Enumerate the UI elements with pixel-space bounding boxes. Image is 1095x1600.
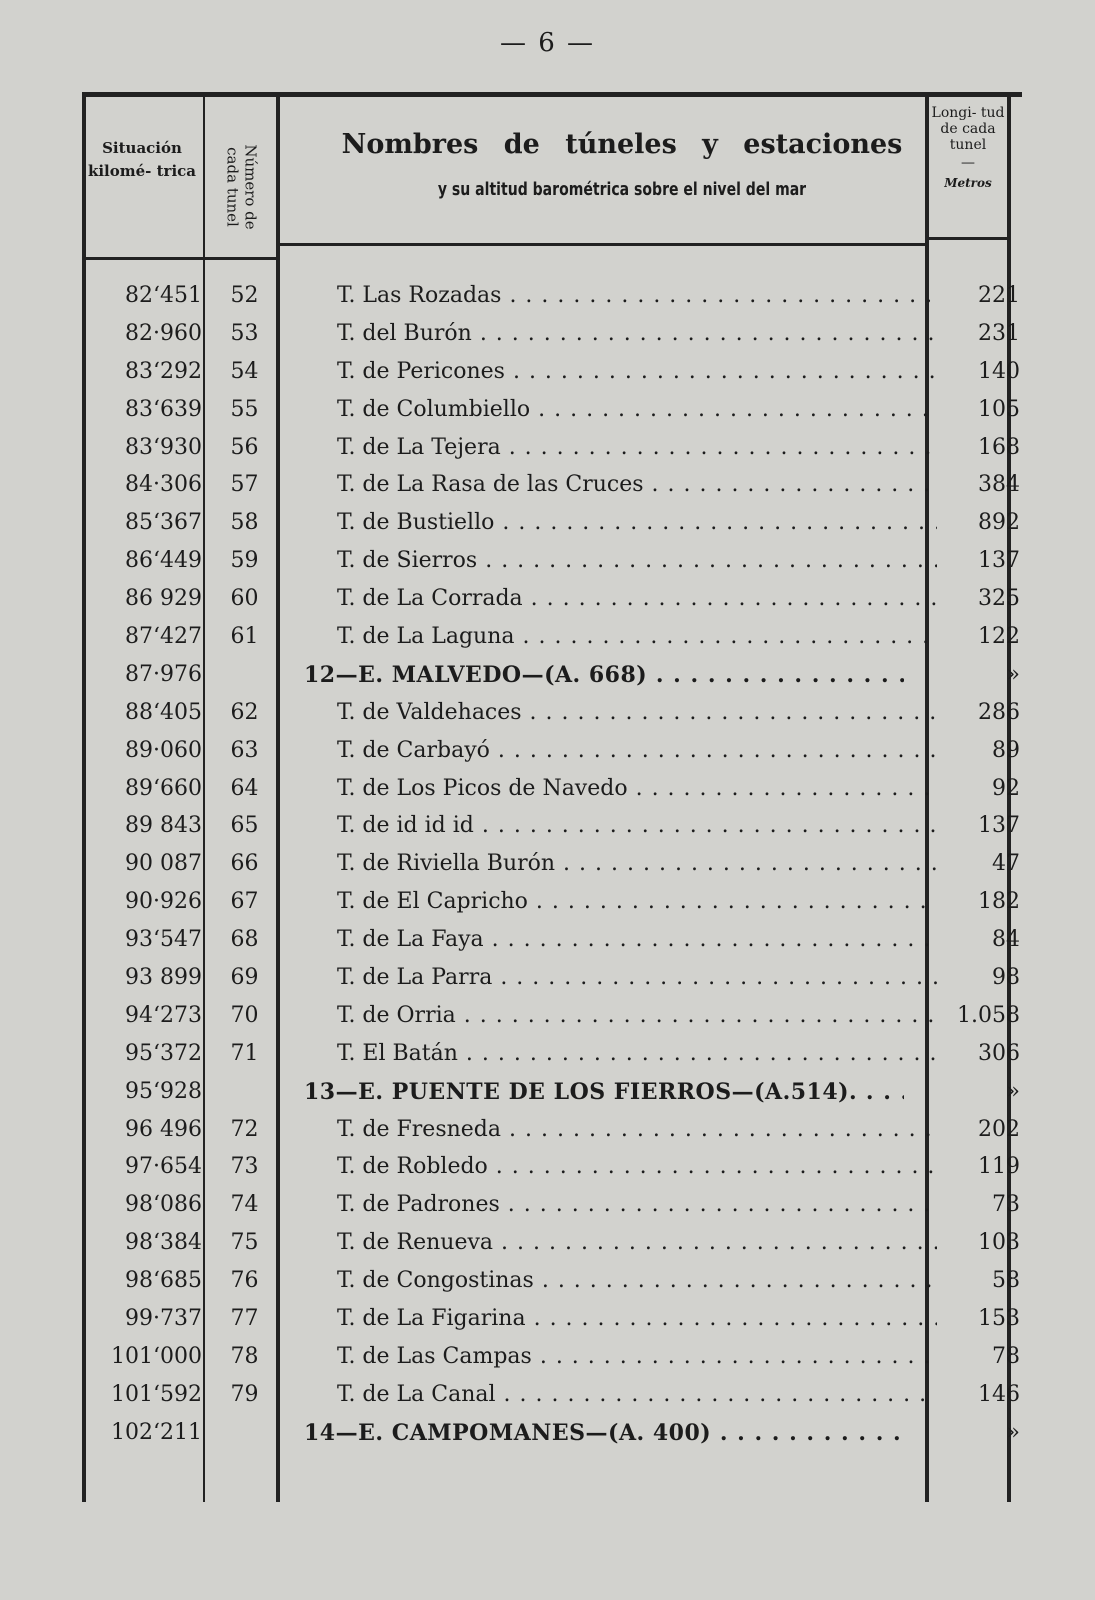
- tunnel-number-cell: 53: [230, 320, 259, 346]
- length-cell: 89: [992, 737, 1020, 763]
- km-cell: 82‘451: [125, 283, 202, 308]
- tunnel-number-cell: 72: [230, 1116, 259, 1142]
- table-row: [82, 885, 1022, 923]
- header-numero: [222, 117, 262, 257]
- name-cell: T. de Carbayó . . .: [337, 738, 937, 763]
- tunnel-number-cell: 67: [230, 889, 259, 915]
- table-row: [82, 393, 1022, 431]
- name-cell: T. de La Canal . . .: [337, 1382, 937, 1407]
- tunnel-number-cell: 61: [230, 624, 259, 650]
- tunnel-number-cell: 58: [230, 510, 259, 536]
- header-longitud-text: Longi- tud de cada tunel: [931, 105, 1005, 153]
- table-row: [82, 1378, 1022, 1416]
- tunnel-number-cell: 55: [230, 396, 259, 422]
- table-row: [82, 468, 1022, 506]
- tunnel-number-cell: 75: [230, 1230, 259, 1256]
- header-longitud-unit: Metros: [944, 176, 992, 190]
- table-row: [82, 923, 1022, 961]
- name-cell: T. del Burón . . .: [337, 321, 937, 346]
- km-cell: 82·960: [125, 320, 202, 346]
- length-cell: »: [1006, 1419, 1020, 1445]
- tunnel-number-cell: 77: [230, 1306, 259, 1332]
- table-row: [82, 772, 1022, 810]
- header-situacion: Situación kilomé- trica: [87, 139, 197, 180]
- length-cell: 58: [992, 1268, 1020, 1294]
- name-cell: T. El Batán . . .: [337, 1041, 937, 1066]
- name-cell: T. de La Tejera . . .: [337, 435, 937, 460]
- name-cell: T. de Renueva . . .: [337, 1230, 937, 1255]
- km-cell: 90 087: [125, 851, 202, 877]
- header-longitud-dash: —: [961, 155, 975, 171]
- length-cell: 103: [978, 1230, 1020, 1256]
- length-cell: 122: [978, 624, 1020, 650]
- length-cell: 105: [978, 396, 1020, 422]
- length-cell: 140: [978, 358, 1020, 384]
- name-cell: T. de El Capricho . . .: [337, 889, 937, 914]
- table-row: [82, 961, 1022, 999]
- km-cell: 99·737: [125, 1306, 202, 1332]
- table-row: [82, 279, 1022, 317]
- name-cell: T. de La Figarina . . .: [337, 1306, 937, 1331]
- km-cell: 93 899: [125, 965, 202, 991]
- tunnel-number-cell: 73: [230, 1154, 259, 1180]
- tunnel-number-cell: 66: [230, 851, 259, 877]
- tunnel-number-cell: 65: [230, 813, 259, 839]
- km-cell: 94‘273: [125, 1002, 202, 1028]
- table-row: [82, 809, 1022, 847]
- km-cell: 98‘384: [125, 1230, 202, 1256]
- name-cell: T. de Las Campas . . .: [337, 1344, 937, 1369]
- km-cell: 101‘592: [111, 1381, 202, 1407]
- km-cell: 89·060: [125, 737, 202, 763]
- km-cell: 86 929: [125, 586, 202, 612]
- header-numero-text: Número de cada tunel: [224, 144, 260, 230]
- table-row: [82, 1340, 1022, 1378]
- header-rule: [929, 237, 1007, 240]
- length-cell: 221: [978, 283, 1020, 308]
- km-cell: 89 843: [125, 813, 202, 839]
- header-longitud: [927, 105, 1009, 191]
- table-row: [82, 999, 1022, 1037]
- table-body: [82, 279, 1022, 1454]
- header-rule: [86, 257, 203, 260]
- header-rule: [205, 257, 276, 260]
- tunnel-number-cell: 68: [230, 927, 259, 953]
- km-cell: 97·654: [125, 1154, 202, 1180]
- tunnel-number-cell: 79: [230, 1381, 259, 1407]
- km-cell: 96 496: [125, 1116, 202, 1142]
- name-cell: T. de Columbiello . . .: [337, 397, 937, 422]
- length-cell: 306: [978, 1040, 1020, 1066]
- name-cell: 12—E. MALVEDO—(A. 668) . . .: [304, 662, 904, 688]
- km-cell: 95‘928: [125, 1078, 202, 1104]
- km-cell: 83‘639: [125, 396, 202, 422]
- tunnel-number-cell: 56: [230, 434, 259, 460]
- name-cell: T. de Los Picos de Navedo . . .: [337, 776, 937, 801]
- table-row: [82, 431, 1022, 469]
- name-cell: T. de La Corrada . . .: [337, 586, 937, 611]
- table-row: [82, 696, 1022, 734]
- table-row: [82, 1150, 1022, 1188]
- km-cell: 95‘372: [125, 1040, 202, 1066]
- name-cell: T. de La Laguna . . .: [337, 624, 937, 649]
- length-cell: 119: [978, 1154, 1020, 1180]
- km-cell: 83‘930: [125, 434, 202, 460]
- tunnel-number-cell: 69: [230, 965, 259, 991]
- name-cell: T. de id id id . . .: [337, 813, 937, 838]
- length-cell: 325: [978, 586, 1020, 612]
- km-cell: 101‘000: [111, 1343, 202, 1369]
- tunnel-number-cell: 52: [230, 283, 259, 308]
- length-cell: 84: [992, 927, 1020, 953]
- km-cell: 85‘367: [125, 510, 202, 536]
- tunnel-number-cell: 60: [230, 586, 259, 612]
- table-row: [82, 847, 1022, 885]
- length-cell: 286: [978, 699, 1020, 725]
- length-cell: 146: [978, 1381, 1020, 1407]
- km-cell: 98‘086: [125, 1192, 202, 1218]
- length-cell: 78: [992, 1343, 1020, 1369]
- table-row: [82, 506, 1022, 544]
- name-cell: T. de La Rasa de las Cruces . . .: [337, 472, 937, 497]
- length-cell: 182: [978, 889, 1020, 915]
- name-cell: 13—E. PUENTE DE LOS FIERROS—(A.514). . . .: [304, 1079, 904, 1105]
- km-cell: 89‘660: [125, 775, 202, 801]
- table-row: [82, 355, 1022, 393]
- km-cell: 87‘427: [125, 624, 202, 650]
- name-cell: 14—E. CAMPOMANES—(A. 400) . . .: [304, 1420, 904, 1446]
- length-cell: »: [1006, 1078, 1020, 1104]
- name-cell: T. de Valdehaces . . .: [337, 700, 937, 725]
- tunnel-number-cell: 57: [230, 472, 259, 498]
- tunnel-table: [82, 92, 1022, 1507]
- name-cell: T. Las Rozadas . . .: [337, 283, 937, 308]
- length-cell: 384: [978, 472, 1020, 498]
- length-cell: 892: [978, 510, 1020, 536]
- length-cell: 137: [978, 548, 1020, 574]
- km-cell: 90·926: [125, 889, 202, 915]
- tunnel-number-cell: 76: [230, 1268, 259, 1294]
- table-row: [82, 582, 1022, 620]
- table-row: [82, 734, 1022, 772]
- tunnel-number-cell: 54: [230, 358, 259, 384]
- km-cell: 102‘211: [111, 1419, 202, 1445]
- length-cell: 92: [992, 775, 1020, 801]
- name-cell: T. de Robledo . . .: [337, 1154, 937, 1179]
- length-cell: 1.058: [957, 1002, 1020, 1028]
- station-row: [82, 1075, 1022, 1113]
- length-cell: 153: [978, 1306, 1020, 1332]
- tunnel-number-cell: 64: [230, 775, 259, 801]
- name-cell: T. de Riviella Burón . . .: [337, 851, 937, 876]
- station-row: [82, 658, 1022, 696]
- tunnel-number-cell: 74: [230, 1192, 259, 1218]
- km-cell: 84·306: [125, 472, 202, 498]
- header-title: Nombres de túneles y estaciones: [341, 129, 903, 160]
- length-cell: 73: [992, 1192, 1020, 1218]
- name-cell: T. de Pericones . . .: [337, 359, 937, 384]
- length-cell: 168: [978, 434, 1020, 460]
- km-cell: 88‘405: [125, 699, 202, 725]
- tunnel-number-cell: 59: [230, 548, 259, 574]
- km-cell: 87·976: [125, 661, 202, 687]
- table-row: [82, 620, 1022, 658]
- page-number: — 6 —: [499, 28, 596, 58]
- length-cell: 137: [978, 813, 1020, 839]
- tunnel-number-cell: 70: [230, 1002, 259, 1028]
- name-cell: T. de Congostinas . . .: [337, 1268, 937, 1293]
- name-cell: T. de Bustiello . . .: [337, 510, 937, 535]
- name-cell: T. de Fresneda . . .: [337, 1117, 937, 1142]
- station-row: [82, 1416, 1022, 1454]
- header-subtitle: y su altitud barométrica sobre el nivel del mar: [437, 179, 807, 200]
- table-row: [82, 1264, 1022, 1302]
- table-row: [82, 1226, 1022, 1264]
- length-cell: 231: [978, 320, 1020, 346]
- tunnel-number-cell: 63: [230, 737, 259, 763]
- table-row: [82, 1302, 1022, 1340]
- table-row: [82, 317, 1022, 355]
- table-row: [82, 1113, 1022, 1151]
- length-cell: »: [1006, 661, 1020, 687]
- tunnel-number-cell: 78: [230, 1343, 259, 1369]
- km-cell: 86‘449: [125, 548, 202, 574]
- tunnel-number-cell: 62: [230, 699, 259, 725]
- km-cell: 98‘685: [125, 1268, 202, 1294]
- name-cell: T. de La Faya . . .: [337, 927, 937, 952]
- table-row: [82, 1037, 1022, 1075]
- length-cell: 202: [978, 1116, 1020, 1142]
- km-cell: 93‘547: [125, 927, 202, 953]
- name-cell: T. de Orria . . .: [337, 1003, 937, 1028]
- header-rule: [280, 243, 925, 246]
- length-cell: 47: [992, 851, 1020, 877]
- name-cell: T. de La Parra . . .: [337, 965, 937, 990]
- length-cell: 98: [992, 965, 1020, 991]
- km-cell: 83‘292: [125, 358, 202, 384]
- table-row: [82, 544, 1022, 582]
- name-cell: T. de Padrones . . .: [337, 1192, 937, 1217]
- tunnel-number-cell: 71: [230, 1040, 259, 1066]
- table-row: [82, 1188, 1022, 1226]
- name-cell: T. de Sierros . . .: [337, 548, 937, 573]
